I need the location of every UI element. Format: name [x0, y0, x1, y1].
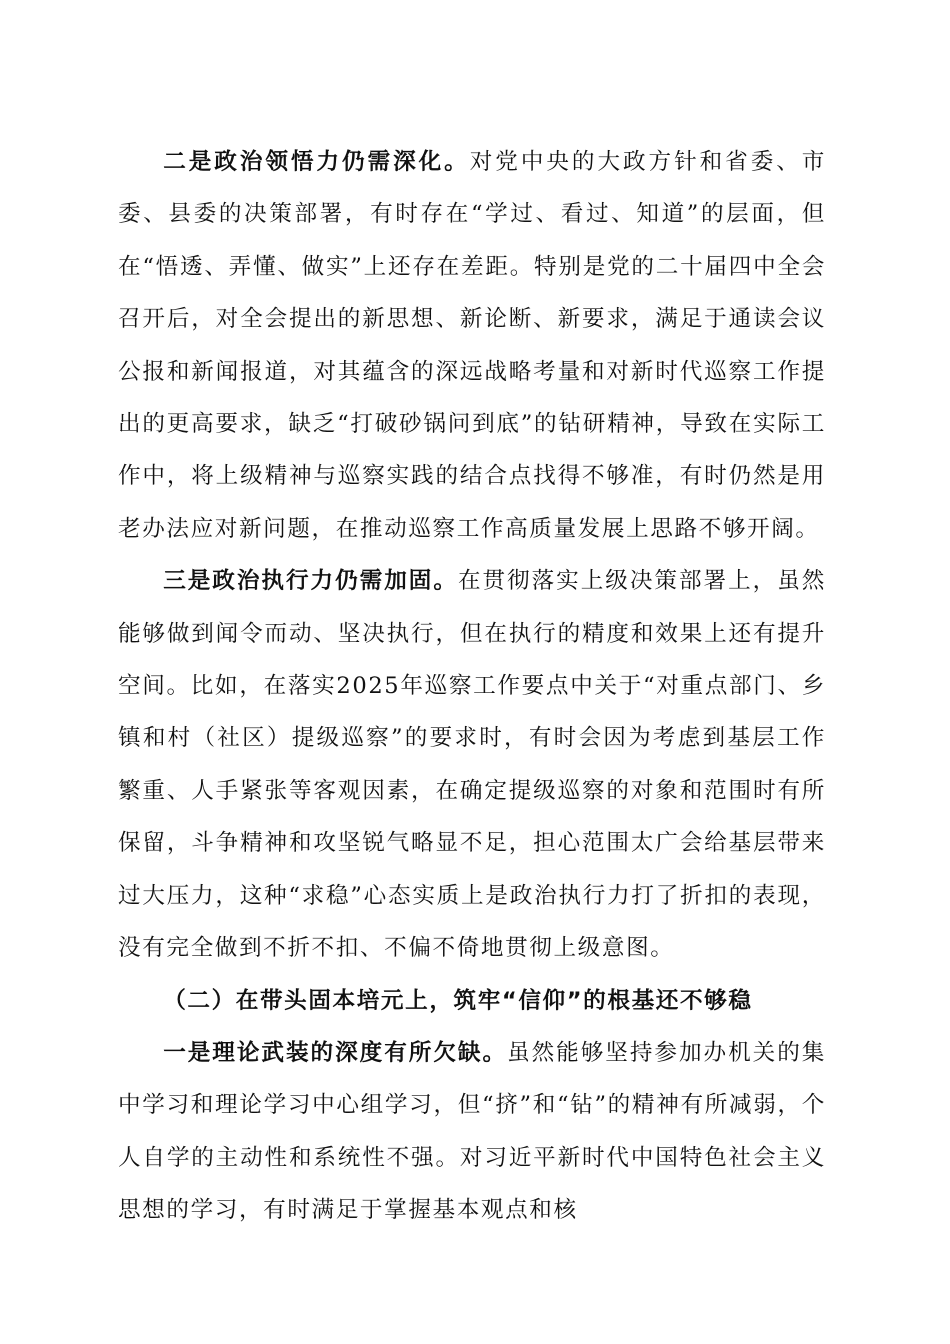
- paragraph-lead: 二是政治领悟力仍需深化。: [163, 149, 470, 175]
- paragraph-political-comprehension: [118, 136, 826, 555]
- paragraph-political-execution: [118, 555, 826, 974]
- paragraph-text: 虽然能够坚持参加办机关的集中学习和理论学习中心组学习，但“挤”和“钻”的精神有所减弱，个人自学的主动性和系统性不强。对习近平新时代中国特色社会主义思想的学习，有时满足于掌握基本观点和核: [118, 1039, 826, 1224]
- paragraph-lead: 三是政治执行力仍需加固。: [163, 568, 458, 595]
- paragraph-lead: 一是理论武装的深度有所欠缺。: [163, 1039, 508, 1066]
- paragraph-text: 对党中央的大政方针和省委、市委、县委的决策部署，有时存在“学过、看过、知道”的层面，但在“悟透、弄懂、做实”上还存在差距。特别是党的二十届四中全会召开后，对全会提出的新思想、新论断、新要求，满足于通读会议公报和新闻报道，对其蕴含的深远战略考量和对新时代巡察工作提出的更高要求，缺乏“打破砂锅问到底”的钻研精神，导致在实际工作中，将上级精神与巡察实践的结合点找得不够准，有时仍然是用老办法应对新问题，在推动巡察工作高质量发展上思路不够开阔。: [118, 149, 827, 542]
- paragraph-text: 在贯彻落实上级决策部署上，虽然能够做到闻令而动、坚决执行，但在执行的精度和效果上还有提升空间。比如，在落实2025年巡察工作要点中关于“对重点部门、乡镇和村（社区）提级巡察”的要求时，有时会因为考虑到基层工作繁重、人手紧张等客观因素，在确定提级巡察的对象和范围时有所保留，斗争精神和攻坚锐气略显不足，担心范围太广会给基层带来过大压力，这种“求稳”心态实质上是政治执行力打了折扣的表现，没有完全做到不折不扣、不偏不倚地贯彻上级意图。: [118, 568, 827, 962]
- document-body: [118, 136, 826, 1237]
- section-heading: （二）在带头固本培元上，筑牢“信仰”的根基还不够稳: [163, 987, 753, 1014]
- paragraph-theory-armament: [118, 1027, 826, 1237]
